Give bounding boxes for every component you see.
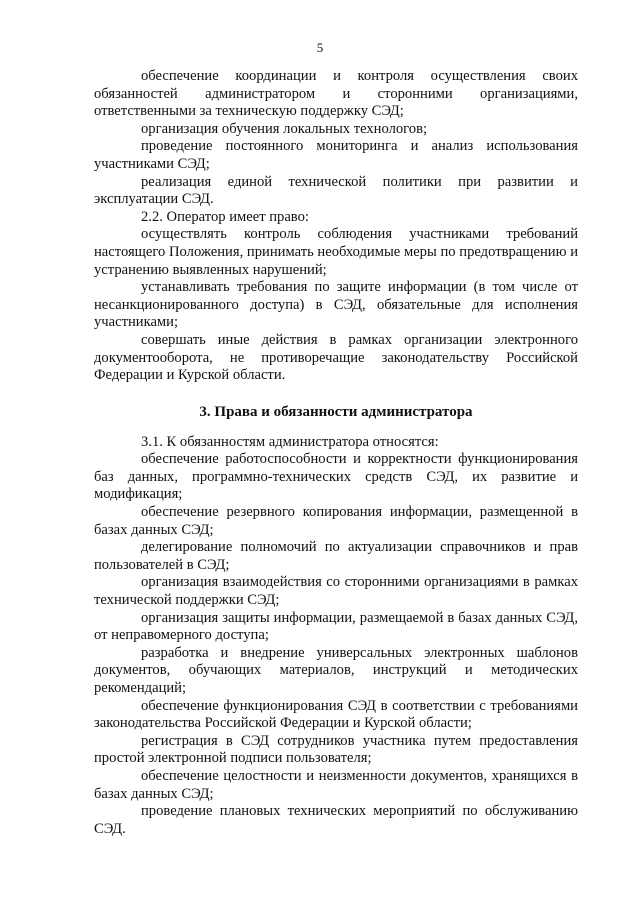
section-heading: 3. Права и обязанности администратора bbox=[199, 403, 473, 420]
paragraph: регистрация в СЭД сотрудников участника путем предоставления простой электронной подписи пользователя; bbox=[94, 732, 578, 767]
paragraph: разработка и внедрение универсальных электронных шаблонов документов, обучающих материалов, инструкций и методических рекомендаций; bbox=[94, 644, 578, 696]
paragraph: реализация единой технической политики при развитии и эксплуатации СЭД. bbox=[94, 173, 578, 208]
paragraph: 2.2. Оператор имеет право: bbox=[141, 208, 309, 225]
paragraph: организация взаимодействия со сторонними организациями в рамках технической поддержки СЭД; bbox=[94, 574, 578, 609]
paragraph: обеспечение функционирования СЭД в соответствии с требованиями законодательства Российской Федерации и Курской области; bbox=[94, 697, 578, 732]
paragraph: осуществлять контроль соблюдения участниками требований настоящего Положения, принимать необходимые меры по предотвращению и устранению выявленных нарушений; bbox=[94, 226, 578, 278]
paragraph: устанавливать требования по защите информации (в том числе от несанкционированного доступа) в СЭД, обязательные для исполнения участниками; bbox=[94, 279, 578, 331]
paragraph: обеспечение работоспособности и корректности функционирования баз данных, программно-технических средств СЭД, их развитие и модификация; bbox=[94, 451, 578, 503]
paragraph: организация обучения локальных технологов; bbox=[141, 120, 428, 137]
paragraph: проведение постоянного мониторинга и анализ использования участниками СЭД; bbox=[94, 138, 578, 172]
paragraph: обеспечение резервного копирования информации, размещенной в базах данных СЭД; bbox=[94, 504, 578, 538]
paragraph: делегирование полномочий по актуализации справочников и прав пользователей в СЭД; bbox=[94, 539, 578, 573]
page-number: 5 bbox=[316, 40, 324, 55]
document-body bbox=[94, 68, 578, 838]
paragraph: организация защиты информации, размещаемой в базах данных СЭД, от неправомерного доступа; bbox=[94, 609, 578, 644]
paragraph: проведение плановых технических мероприятий по обслуживанию СЭД. bbox=[94, 803, 578, 837]
paragraph: обеспечение целостности и неизменности документов, хранящихся в базах данных СЭД; bbox=[94, 767, 578, 802]
paragraph: обеспечение координации и контроля осуществления своих обязанностей администратором и сторонними организациями, ответственными за техническую поддержку СЭД; bbox=[94, 68, 578, 120]
paragraph: 3.1. К обязанностям администратора относятся: bbox=[141, 433, 439, 450]
paragraph: совершать иные действия в рамках организации электронного документооборота, не противоречащие законодательству Российской Федерации и Курской области. bbox=[94, 331, 578, 384]
